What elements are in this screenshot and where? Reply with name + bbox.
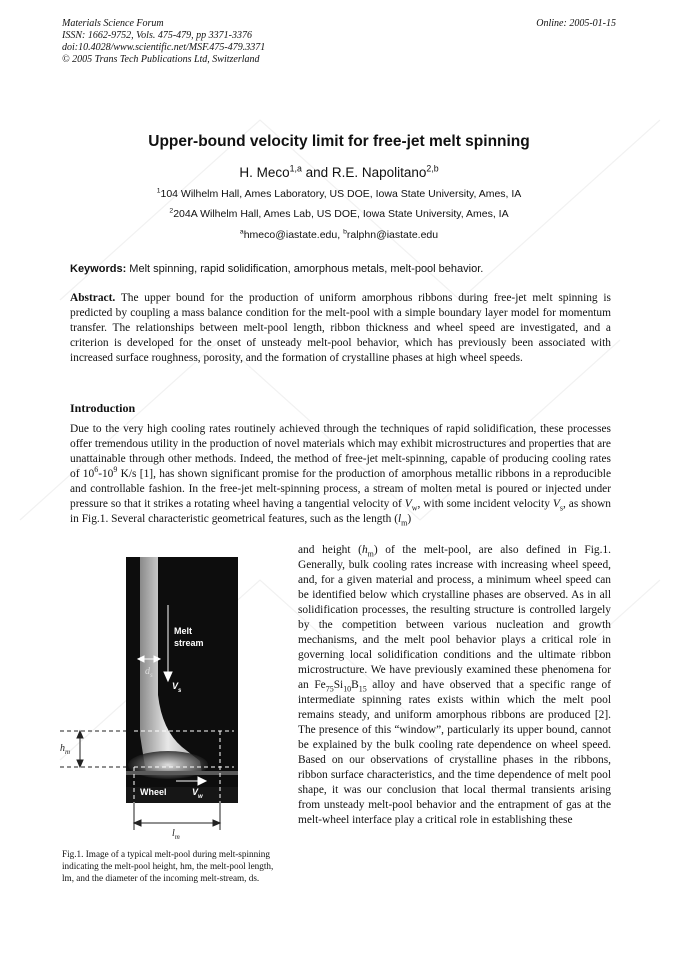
affiliation-2: [0, 208, 678, 220]
authors: [0, 165, 678, 180]
doi: doi:10.4028/www.scientific.net/MSF.475-479.3371: [62, 42, 266, 53]
online-date: Online: 2005-01-15: [536, 18, 616, 29]
section-heading-introduction: Introduction: [70, 401, 136, 415]
intro-right-column: [298, 543, 614, 828]
paper-title: Upper-bound velocity limit for free-jet melt spinning: [148, 133, 530, 150]
sym-hm-sub: m: [367, 549, 374, 559]
exp-1: 6: [94, 465, 99, 475]
author-2-sup: 2,b: [426, 163, 439, 174]
intro-text-1e: , as shown in Fig.1. Several characteristic geometrical features, such as the length (: [70, 498, 614, 525]
hm-arrow: [77, 731, 83, 767]
col-text-c: alloy and have observed that a specific range of intermediate spinning rates exists within which the melt pool remains steady, and uniform amorphous ribbons are produced [2]. The presence of this “window”, particularly its upper bound, cannot be explained by the bulk cooling rate dependence on wheel speed. Based on our observations of crystalline phases in the ribbons, ribbon surface characteristics, and the time dependence of melt pool shape, it was our conclusion that local thermal transients arising from unsteady melt-pool behavior and the entrapment of gas at the melt-wheel interface play a critical role in establishing these: [298, 679, 614, 826]
intro-text-1d: , with some incident velocity: [417, 498, 553, 510]
melt-label-2: stream: [174, 638, 204, 648]
intro-text-1b: -10: [98, 468, 114, 480]
email-b: ralphn@iastate.edu: [346, 229, 439, 241]
col-text-b: ) of the melt-pool, are also defined in Fig.1. Generally, bulk cooling rates increase with increasing wheel speed, and, for a given material and process, a minimum wheel speed can be identified below which crystalline phases are observed. As in all solidification processes, the resulting structure is controlled largely by the competition between various nucleation and growth mechanisms, and the melt pool behavior plays a critical role in governing local solidification conditions and the ultimate ribbon microstructure. We have previously examined these phenomena for an Fe: [298, 544, 614, 691]
sym-lm: l: [398, 513, 402, 525]
sym-lm-sub: m: [401, 518, 408, 528]
vs-label-main: V: [172, 681, 179, 691]
issn: ISSN: 1662-9752, Vols. 475-479, pp 3371-3376: [62, 30, 252, 41]
aff2-sup: 2: [169, 207, 174, 215]
keywords-text: Melt spinning, rapid solidification, amorphous metals, melt-pool behavior.: [126, 263, 484, 275]
keywords-label: Keywords:: [70, 263, 127, 275]
journal-header: [62, 18, 265, 66]
ds-label-main: d: [145, 666, 150, 677]
hm-label-main: h: [60, 743, 65, 754]
melt-label-1: Melt: [174, 626, 192, 636]
intro-text-1c: K/s [1], has shown significant promise for the production of amorphous metallic ribbons in a reproducible and controllable fashion. In the free-jet melt-spinning process, a stream of molten metal is poured or injected under pressure so that it strikes a rotating wheel having a tangential velocity of: [70, 468, 614, 510]
b-sub: 15: [358, 684, 367, 694]
email-a-sup: a: [239, 228, 244, 236]
boron: B: [351, 679, 359, 691]
sym-vw: V: [404, 498, 412, 510]
figure-caption: Fig.1. Image of a typical melt-pool during melt-spinning indicating the melt-pool height, hm, the melt-pool length, lm, and the diameter of the incoming melt-stream, ds.: [62, 849, 274, 883]
hm-label: [60, 743, 70, 756]
wheel-label: Wheel: [140, 787, 167, 797]
aff1-sup: 1: [156, 187, 161, 195]
lm-label-main: l: [172, 828, 175, 839]
abstract-label: Abstract.: [70, 292, 116, 304]
sym-vs: V: [552, 498, 560, 510]
exp-2: 9: [113, 465, 118, 475]
si: Si: [333, 679, 344, 691]
authors-conj: and: [301, 165, 332, 180]
emails: [0, 229, 678, 241]
lm-arrow: [134, 820, 220, 826]
si-sub: 10: [343, 684, 352, 694]
lm-label-sub: m: [174, 833, 180, 840]
affiliation-1: [0, 188, 678, 200]
hm-label-sub: m: [65, 748, 71, 756]
sym-vw-sub: w: [411, 503, 418, 513]
ds-label-sub: s: [150, 671, 153, 679]
intro-text-1f: ): [407, 513, 412, 525]
intro-paragraph: [70, 422, 614, 528]
intro-text-1: Due to the very high cooling rates routinely achieved through the techniques of rapid solidification, these processes offer tremendous utility in the production of novel materials which may exhibit microstructures and properties that are unattainable through other methods. Indeed, the method of free-jet melt-spinning, capable of producing cooling rates of 10: [70, 423, 611, 480]
author-1-sup: 1,a: [289, 163, 302, 174]
sym-hm: h: [361, 544, 368, 556]
author-2: R.E. Napolitano: [331, 165, 427, 180]
fe-sub: 75: [325, 684, 334, 694]
lm-label: [172, 828, 180, 840]
abstract-text: The upper bound for the production of uniform amorphous ribbons during free-jet melt spinning is predicted by coupling a mass balance condition for the melt-pool with a simple boundary layer model for momentum transfer. The relationships between melt-pool length, ribbon thickness and wheel speed are investigated, and a criterion is developed for the onset of unsteady melt-pool behavior, which has previously been associated with increased surface roughness, porosity, and the formation of crystalline phases at high wheel speeds.: [70, 292, 614, 364]
figure-1: [50, 555, 250, 840]
keywords: [70, 263, 483, 275]
vw-label-main: V: [192, 787, 199, 797]
abstract: [70, 291, 614, 366]
copyright: © 2005 Trans Tech Publications Ltd, Switzerland: [62, 54, 260, 65]
aff2-text: 204A Wilhelm Hall, Ames Lab, US DOE, Iowa State University, Ames, IA: [173, 208, 509, 220]
vs-label-sub: s: [178, 688, 182, 694]
col-text-a: and height (: [298, 544, 362, 556]
email-a: hmeco@iastate.edu,: [243, 229, 344, 241]
sym-vs-sub: s: [559, 503, 563, 513]
vw-label-sub: w: [198, 794, 203, 800]
email-b-sup: b: [343, 228, 347, 236]
journal-name: Materials Science Forum: [62, 18, 164, 29]
author-1: H. Meco: [239, 165, 290, 180]
aff1-text: 104 Wilhelm Hall, Ames Laboratory, US DOE, Iowa State University, Ames, IA: [160, 188, 522, 200]
